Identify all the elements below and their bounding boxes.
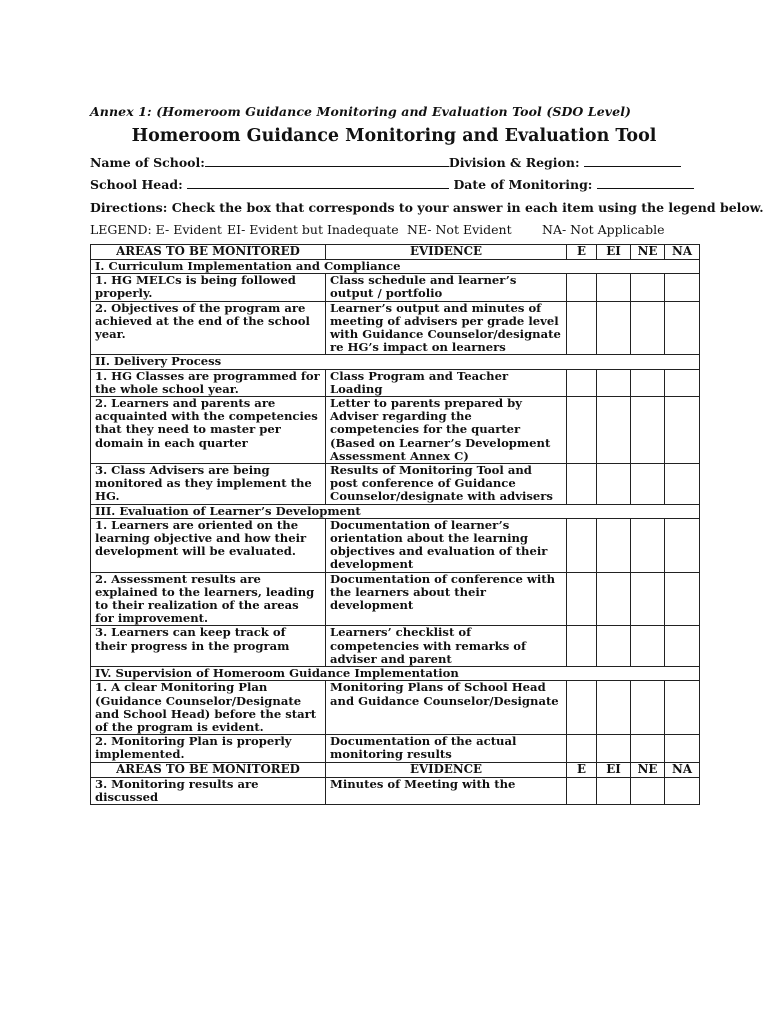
table-row [91, 301, 700, 355]
checkbox-ei[interactable] [597, 681, 631, 735]
evidence-cell: Class Program and Teacher Loading [326, 369, 567, 396]
checkbox-ne[interactable] [631, 626, 665, 667]
checkbox-e[interactable] [567, 777, 597, 804]
checkbox-ei[interactable] [597, 777, 631, 804]
checkbox-ne[interactable] [631, 301, 665, 355]
checkbox-e[interactable] [567, 735, 597, 762]
section-row [91, 504, 700, 518]
checkbox-ne[interactable] [631, 572, 665, 626]
school-name-label: Name of School: [90, 155, 205, 170]
header-e: E [567, 762, 597, 777]
area-cell: 2. Monitoring Plan is properly implemented. [91, 735, 326, 762]
area-cell: 1. A clear Monitoring Plan (Guidance Counselor/Designate and School Head) before the start of the program is evident. [91, 681, 326, 735]
checkbox-na[interactable] [665, 464, 700, 505]
table-row [91, 681, 700, 735]
checkbox-na[interactable] [665, 274, 700, 301]
checkbox-e[interactable] [567, 369, 597, 396]
table-row [91, 274, 700, 301]
checkbox-ei[interactable] [597, 518, 631, 572]
section-row [91, 667, 700, 681]
checkbox-ei[interactable] [597, 301, 631, 355]
evidence-cell: Results of Monitoring Tool and post conference of Guidance Counselor/designate with advisers [326, 464, 567, 505]
area-cell: 3. Monitoring results are discussed [91, 777, 326, 804]
evidence-cell: Class schedule and learner’s output / portfolio [326, 274, 567, 301]
area-cell: 3. Learners can keep track of their progress in the program [91, 626, 326, 667]
evidence-cell: Monitoring Plans of School Head and Guidance Counselor/Designate [326, 681, 567, 735]
checkbox-na[interactable] [665, 301, 700, 355]
document-title: Homeroom Guidance Monitoring and Evaluation Tool [131, 126, 657, 146]
checkbox-e[interactable] [567, 681, 597, 735]
school-head-label: School Head: [90, 177, 183, 192]
area-cell: 1. HG Classes are programmed for the whole school year. [91, 369, 326, 396]
checkbox-ne[interactable] [631, 397, 665, 464]
header-ei: EI [597, 762, 631, 777]
checkbox-e[interactable] [567, 464, 597, 505]
checkbox-ne[interactable] [631, 274, 665, 301]
monitoring-table [90, 244, 700, 805]
date-monitoring-label: Date of Monitoring: [453, 177, 593, 192]
header-areas: AREAS TO BE MONITORED [91, 245, 326, 260]
checkbox-na[interactable] [665, 626, 700, 667]
evidence-cell: Minutes of Meeting with the [326, 777, 567, 804]
legend-evident-inadequate: EI- Evident but Inadequate [227, 222, 399, 237]
annex-label: Annex 1: (Homeroom Guidance Monitoring and Evaluation Tool (SDO Level) [90, 104, 632, 119]
school-division-line [90, 155, 681, 170]
area-cell: 1. Learners are oriented on the learning objective and how their development will be evaluated. [91, 518, 326, 572]
checkbox-ne[interactable] [631, 735, 665, 762]
header-evidence: EVIDENCE [326, 762, 567, 777]
area-cell: 2. Assessment results are explained to the learners, leading to their realization of the areas for improvement. [91, 572, 326, 626]
directions-text: Directions: Check the box that corresponds to your answer in each item using the legend below. [90, 200, 764, 215]
checkbox-ne[interactable] [631, 777, 665, 804]
head-date-line [90, 177, 694, 192]
checkbox-ei[interactable] [597, 572, 631, 626]
area-cell: 3. Class Advisers are being monitored as they implement the HG. [91, 464, 326, 505]
checkbox-e[interactable] [567, 274, 597, 301]
table-row [91, 735, 700, 762]
checkbox-na[interactable] [665, 518, 700, 572]
header-ne: NE [631, 762, 665, 777]
section-title: I. Curriculum Implementation and Compliance [91, 260, 700, 274]
division-region-label: Division & Region: [448, 155, 580, 170]
checkbox-ei[interactable] [597, 274, 631, 301]
header-evidence: EVIDENCE [326, 245, 567, 260]
checkbox-na[interactable] [665, 777, 700, 804]
checkbox-e[interactable] [567, 397, 597, 464]
table-row [91, 572, 700, 626]
checkbox-ne[interactable] [631, 518, 665, 572]
school-name-blank[interactable] [205, 155, 449, 167]
table-row [91, 397, 700, 464]
checkbox-na[interactable] [665, 397, 700, 464]
legend-not-applicable: NA- Not Applicable [542, 222, 665, 237]
header-ei: EI [597, 245, 631, 260]
header-na: NA [665, 245, 700, 260]
table-row [91, 777, 700, 804]
header-areas: AREAS TO BE MONITORED [91, 762, 326, 777]
area-cell: 2. Learners and parents are acquainted with the competencies that they need to master per domain in each quarter [91, 397, 326, 464]
checkbox-e[interactable] [567, 626, 597, 667]
checkbox-ei[interactable] [597, 464, 631, 505]
checkbox-na[interactable] [665, 681, 700, 735]
section-title: III. Evaluation of Learner’s Development [91, 504, 700, 518]
evidence-cell: Learner’s output and minutes of meeting of advisers per grade level with Guidance Counselor/designate re HG’s impact on learners [326, 301, 567, 355]
checkbox-na[interactable] [665, 735, 700, 762]
table-row [91, 518, 700, 572]
legend-evident: LEGEND: E- Evident [90, 222, 222, 237]
evidence-cell: Letter to parents prepared by Adviser regarding the competencies for the quarter (Based on Learner’s Development Assessment Annex C) [326, 397, 567, 464]
checkbox-e[interactable] [567, 518, 597, 572]
checkbox-ne[interactable] [631, 464, 665, 505]
table-row [91, 626, 700, 667]
table-header-row-repeat [91, 762, 700, 777]
division-region-blank[interactable] [584, 155, 681, 167]
evidence-cell: Learners’ checklist of competencies with remarks of adviser and parent [326, 626, 567, 667]
area-cell: 2. Objectives of the program are achieved at the end of the school year. [91, 301, 326, 355]
header-na: NA [665, 762, 700, 777]
section-row [91, 260, 700, 274]
checkbox-ne[interactable] [631, 681, 665, 735]
section-title: II. Delivery Process [91, 355, 700, 369]
checkbox-ne[interactable] [631, 369, 665, 396]
checkbox-ei[interactable] [597, 626, 631, 667]
date-monitoring-blank[interactable] [597, 177, 694, 189]
checkbox-e[interactable] [567, 301, 597, 355]
school-head-blank[interactable] [187, 177, 449, 189]
checkbox-ei[interactable] [597, 369, 631, 396]
table-row [91, 464, 700, 505]
header-e: E [567, 245, 597, 260]
header-ne: NE [631, 245, 665, 260]
checkbox-ei[interactable] [597, 735, 631, 762]
evidence-cell: Documentation of the actual monitoring results [326, 735, 567, 762]
checkbox-e[interactable] [567, 572, 597, 626]
legend [90, 222, 710, 238]
legend-not-evident: NE- Not Evident [407, 222, 512, 237]
table-header-row [91, 245, 700, 260]
evidence-cell: Documentation of conference with the learners about their development [326, 572, 567, 626]
checkbox-na[interactable] [665, 572, 700, 626]
checkbox-na[interactable] [665, 369, 700, 396]
table-row [91, 369, 700, 396]
evidence-cell: Documentation of learner’s orientation about the learning objectives and evaluation of their development [326, 518, 567, 572]
section-row [91, 355, 700, 369]
checkbox-ei[interactable] [597, 397, 631, 464]
area-cell: 1. HG MELCs is being followed properly. [91, 274, 326, 301]
section-title: IV. Supervision of Homeroom Guidance Implementation [91, 667, 700, 681]
